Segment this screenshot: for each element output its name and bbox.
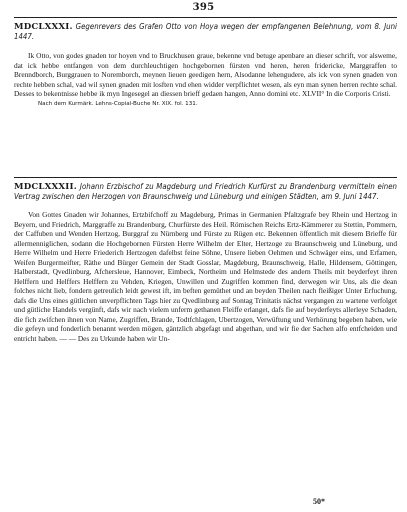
page-number: 395 bbox=[192, 2, 215, 13]
document-1 bbox=[14, 22, 397, 107]
document-1-number: MDCLXXXI. bbox=[14, 22, 73, 32]
document-1-title: Gegenrevers des Grafen Otto von Hoya wegen der empfangenen Belehnung, vom 8. Juni 1447. bbox=[14, 22, 397, 41]
header-rule bbox=[14, 17, 397, 18]
document-1-text: Ik Otto, von godes gnaden tor hoyen vnd to Bruckhusen graue, bekenne vnd betuge apenbare an dieser schrift, vor alsweme, dat ick hebbe entfangen von dem durchleuchtigen hochgebornen fürsten vnd heren, heren fridericke, Marggraffen to Brenndborch, Burggrauen to Noremborch, meynen lieuen geedigen hern, Alsodanne lehengudere, als ick von synen gnaden von rechte hebben schal, vad wil synen gnaden mit losften vnd ehen widder verpflichtet wesen, als eyn man synen herren rechte schal. Desses to bekentnisse hebbe ik myn Ingesegel an diessen brieff gedaen hangen, Anno domini etc. XLVII° In die Corporis Cristi. bbox=[14, 51, 397, 98]
document-2-title: Johann Erzbischof zu Magdeburg und Friedrich Kurfürst zu Brandenburg vermitteln einen Vertrag zwischen den Herzogen von Braunschweig und Lüneburg und einigen Städten, am 9. Juni 1447. bbox=[14, 182, 397, 201]
document-2-number: MDCLXXXII. bbox=[14, 182, 77, 192]
document-2-text: Von Gottes Gnaden wir Johannes, Ertzbifchoff zu Magdeburg, Primas in Germanien Pfaltzgrafe bey Rhein und Hertzog in Beyern, und Friedrich, Marggraffe zu Brandenburg, Churfürste des Heil. Römischen Reichs Ertz-Kämmerer zu Stettin, Pommern, der Caffuben und Wenden Hertzog, Burggraf zu Nürnberg und Fürste zu Rügen etc. Bekennen öffentlich mit diesem Brieffe für allermenniglichen, sodann die Hochgebornen Fürsten Herre Wilhelm der Elter, Hertzoge zu Braunschweig und Lüneburg, und Herre Wilhelm und Herre Friederich Hertzogen dafelbst feine Söhne, Unsere lieben Oehmen und Schwäger eins, und Erfamen, Weifen Burgermeifter, Räthe und Bürger Gemein der Stadt Gosslar, Magdeburg, Braunschweig, Halle, Hildensem, Göttingen, Halberstadt, Qvedlinburg, Afchersleue, Hannover, Eimbeck, Northeim und Helmstede des andern Theils mit beyderfeyt ihren Helffern und Helffers Helffern zu Vehden, Kriegen, Unwillen und Zugriffen kommen find, derwegen wir Uns, als die dean folches nicht lieb, fondern getreulich leidt gewest ift, im beften gemüthet und an beyden Theilen nach fleißiger Unter Erfuchung, dafs die Uns eines gütlichen unverpflichten Tags hier zu Qvedlinburg auf Sontag Trinitatis nächst vergangen zu wartene verfolget und gütliche Handels vergünft, dafs wir nach vielem unferm gethanen Fleiffe erlanget, dafs fie auf beyderfeyts allerleye Schaden, die fich zwifchen ihnen von Name, Zugriffen, Brande, Todtfchlagen, Ubertzogen, Verwüftung und Verhörung begeben haben, wie die gefeyn und fonderlich benannt werden mögen, gäntzlich abgefagt und abgethan, und wir fie der Sachen alfo entfcheiden und entricht haben. — — Des zu Urkunde haben wir Un- bbox=[14, 210, 397, 343]
section-divider bbox=[14, 177, 397, 178]
signature-mark: 50* bbox=[313, 497, 325, 506]
document-1-heading bbox=[14, 22, 397, 42]
document-2-heading bbox=[14, 182, 397, 202]
document-1-source: Nach dem Kurmärk. Lehns-Copial-Buche Nr. XIX. fol. 131. bbox=[38, 100, 198, 107]
document-2 bbox=[14, 182, 397, 343]
